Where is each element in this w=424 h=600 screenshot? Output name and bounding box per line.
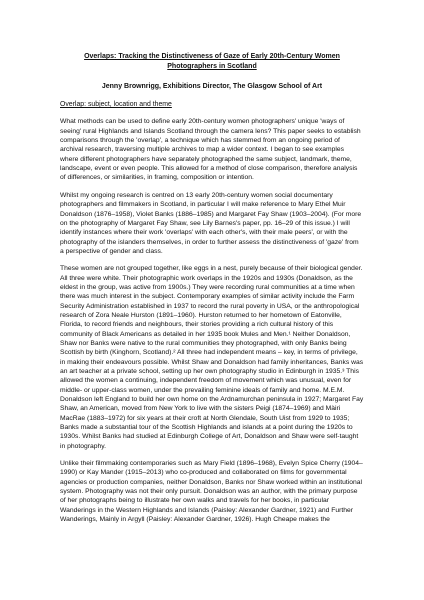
section-heading: Overlap: subject, location and theme — [60, 101, 172, 109]
author-line: Jenny Brownrigg, Exhibitions Director, The Glasgow School of Art — [101, 83, 323, 91]
paragraph: Whilst my ongoing research is centred on 13 early 20th-century women social documentary photographers and filmmakers in Scotland, in particular I will make reference to Mary Ethel Muir Donaldson (1876–1958), Violet Banks (1886–1985) and Margaret Fay Shaw (1903–2004). (For more on the photography of Margaret Fay Shaw, see Lily Barnes's paper, pp. 16–29 of this issue.) I will identify instances where their work 'overlaps' with each other's, with their male peers', or with the photography of the islanders themselves, in order to further assess the distinctiveness of 'gaze' from a perspective of gender and class. — [60, 191, 362, 255]
paragraph: Unlike their filmmaking contemporaries such as Mary Field (1896–1968), Evelyn Spice Cherry (1904–1990) or Kay Mander (1915–2013) who co-produced and collaborated on films for governmental agencies or production companies, neither Donaldson, Banks nor Shaw worked within an institutional system. Photography was not their only pursuit. Donaldson was an author, with the primary purpose of her photographs being to illustrate her own walks and travels for her books, in particular Wanderings in the Western Highlands and Islands (Paisley: Alexander Gardner, 1921) and Further Wanderings, Mainly in Argyll (Paisley: Alexander Gardner, 1926). Hugh Cheape makes the — [60, 460, 363, 524]
paragraph: These women are not grouped together, like eggs in a nest, purely because of their biological gender. All three were white. Their photographic work overlaps in the 1920s and 1930s (Donaldson, as the eldest in the group, was active from 1900s.) They were recording rural communities at a time when there was much interest in the subject. Contemporary examples of similar activity include the Farm Security Administration established in 1937 to record the rural poverty in USA, or the anthropological research of Zora Neale Hurston (1891–1960). Hurston returned to her hometown of Eatonville, Florida, to record friends and neighbours, their stories providing a rich cultural history of this community of Black Americans as detailed in her 1935 book Mules and Men.¹ Neither Donaldson, Shaw nor Banks were native to the rural communities they photographed, with only Banks being Scottish by birth (Kinghorn, Scotland).² All three had independent means – key, in terms of privilege, in making their endeavours possible. Whilst Shaw and Donaldson had family inheritances, Banks was an art teacher at a private school, setting up her own photography studio in Edinburgh in 1935.³ This allowed the women a continuing, independent freedom of movement which was unusual, even for middle- or upper-class women, under the prevailing feminine ideals of family and home. M.E.M. Donaldson left England to build her own home on the Ardnamurchan peninsula in 1927; Margaret Fay Shaw, an American, moved from New York to live with the sisters Peigi (1874–1969) and Màiri MacRae (1883–1972) for six years at their croft at North Glendale, South Uist from 1929 to 1935; Banks made a substantial tour of the Scottish Highlands and islands at a point during the 1920s to 1930s. Whilst Banks had studied at Edinburgh College of Art, Donaldson and Shaw were self-taught in photography. — [60, 265, 364, 450]
paper-title: Overlaps: Tracking the Distinctiveness of Gaze of Early 20th-Century Women Photographers in Scotland — [84, 53, 340, 71]
paragraph: What methods can be used to define early 20th-century women photographers' unique 'ways of seeing' rural Highlands and Islands Scotland through the camera lens? This paper seeks to establish comparisons through the 'overlap', a technique which has stemmed from an ongoing period of archival research, traversing multiple archives to map a wider context. I began to see examples where different photographers have separately photographed the same subject, landmark, theme, landscape, event or even people. This allowed for a method of close comparison, therefore analysis of differences, or similarities, in framing, composition or intention. — [60, 118, 361, 182]
